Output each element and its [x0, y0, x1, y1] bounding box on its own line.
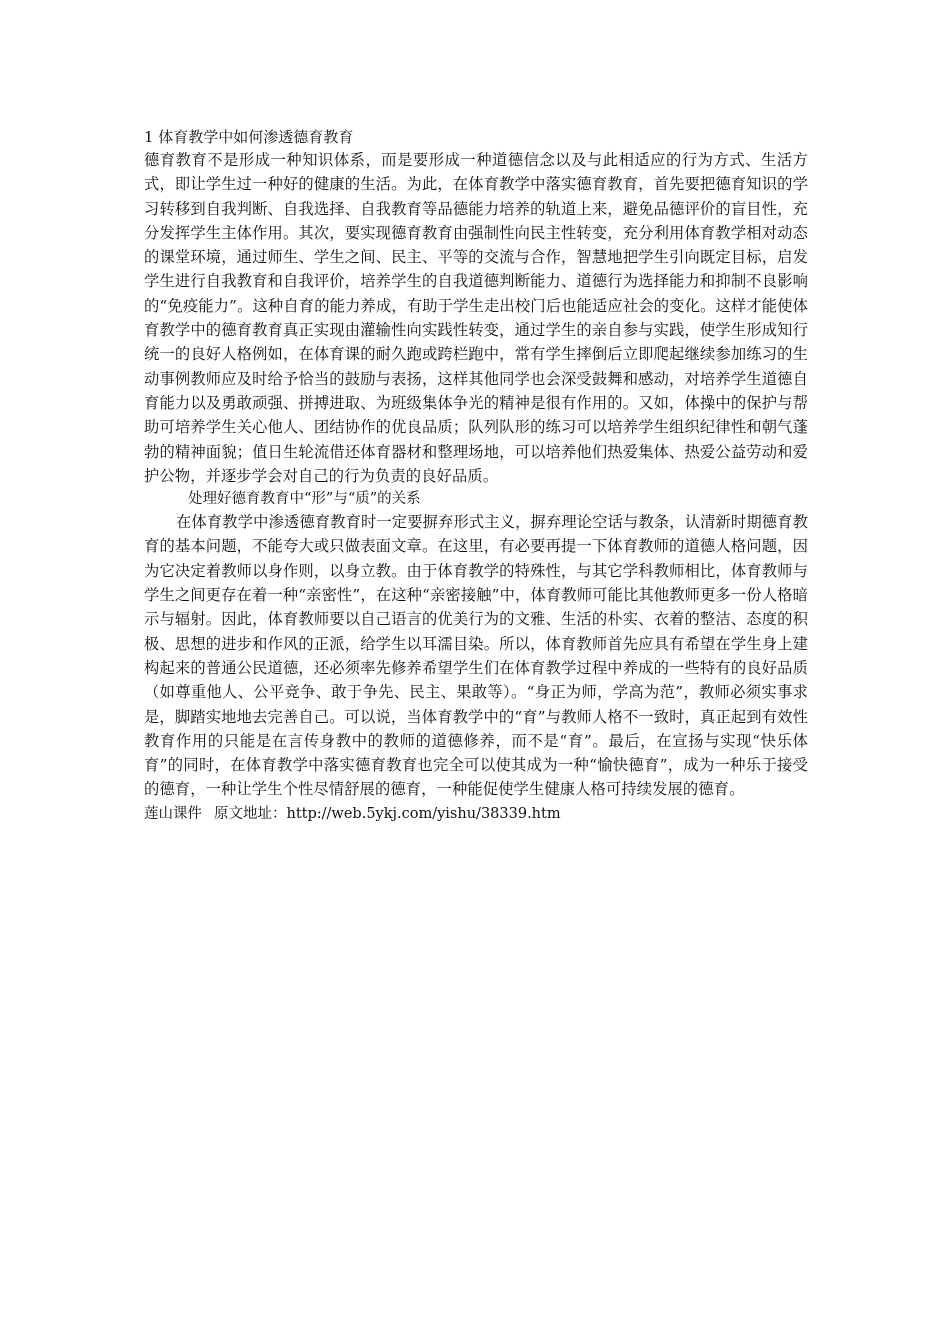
section-1-body: 德育教育不是形成一种知识体系，而是要形成一种道德信念以及与此相适应的行为方式、生活方式，即让学生过一种好的健康的生活。为此，在体育教学中落实德育教育，首先要把德育知识的学习转移到自我判断、自我选择、自我教育等品德能力培养的轨道上来，避免品德评价的盲目性，充分发挥学生主体作用。其次，要实现德育教育由强制性向民主性转变，充分利用体育教学相对动态的课堂环境，通过师生、学生之间、民主、平等的交流与合作，智慧地把学生引向既定目标，启发学生进行自我教育和自我评价，培养学生的自我道德判断能力、道德行为选择能力和抑制不良影响的“免疫能力”。这种自育的能力养成，有助于学生走出校门后也能适应社会的变化。这样才能使体育教学中的德育教育真正实现由灌输性向实践性转变，通过学生的亲自参与实践，使学生形成知行统一的良好人格例如，在体育课的耐久跑或跨栏跑中，常有学生摔倒后立即爬起继续参加练习的生动事例教师应及时给予恰当的鼓励与表扬，这样其他同学也会深受鼓舞和感动，对培养学生道德自育能力以及勇敢顽强、拼搏进取、为班级集体争光的精神是很有作用的。又如，体操中的保护与帮助可培养学生关心他人、团结协作的优良品质；队列队形的练习可以培养学生组织纪律性和朝气蓬勃的精神面貌；值日生轮流借还体育器材和整理场地，可以培养他们热爱集体、热爱公益劳动和爱护公物，并逐步学会对自己的行为负责的良好品质。	[144, 151, 808, 485]
document-page	[144, 126, 808, 826]
source-footer	[144, 802, 808, 826]
section-2-title: 处理好德育教育中“形”与“质”的关系	[188, 491, 421, 508]
footer-source-link[interactable]: 原文地址：http://web.5ykj.com/yishu/38339.htm	[214, 805, 561, 822]
section-2-body: 在体育教学中渗透德育教育时一定要摒弃形式主义，摒弃理论空话与教条，认清新时期德育教育的基本问题，不能夸大或只做表面文章。在这里，有必要再提一下体育教师的道德人格问题，因为它决定着教师以身作则，以身立教。由于体育教学的特殊性，与其它学科教师相比，体育教师与学生之间更存在着一种“亲密性”，在这种“亲密接触”中，体育教师可能比其他教师更多一份人格暗示与辐射。因此，体育教师要以自己语言的优美行为的文雅、生活的朴实、衣着的整洁、态度的积极、思想的进步和作风的正派，给学生以耳濡目染。所以，体育教师首先应具有希望在学生身上建构起来的普通公民道德，还必须率先修养希望学生们在体育教学过程中养成的一些特有的良好品质（如尊重他人、公平竞争、敢于争先、民主、果敢等）。“身正为师，学高为范”，教师必须实事求是，脚踏实地地去完善自己。可以说，当体育教学中的“育”与教师人格不一致时，真正起到有效性教育作用的只能是在言传身教中的教师的道德修养，而不是“育”。最后，在宣扬与实现“快乐体育”的同时，在体育教学中落实德育教育也完全可以使其成为一种“愉快德育”，成为一种乐于接受的德育，一种让学生个性尽情舒展的德育，一种能促使学生健康人格可持续发展的德育。	[144, 513, 808, 799]
footer-site-name: 莲山课件	[144, 805, 202, 822]
section-1-title: 1 体育教学中如何渗透德育教育	[144, 128, 354, 146]
